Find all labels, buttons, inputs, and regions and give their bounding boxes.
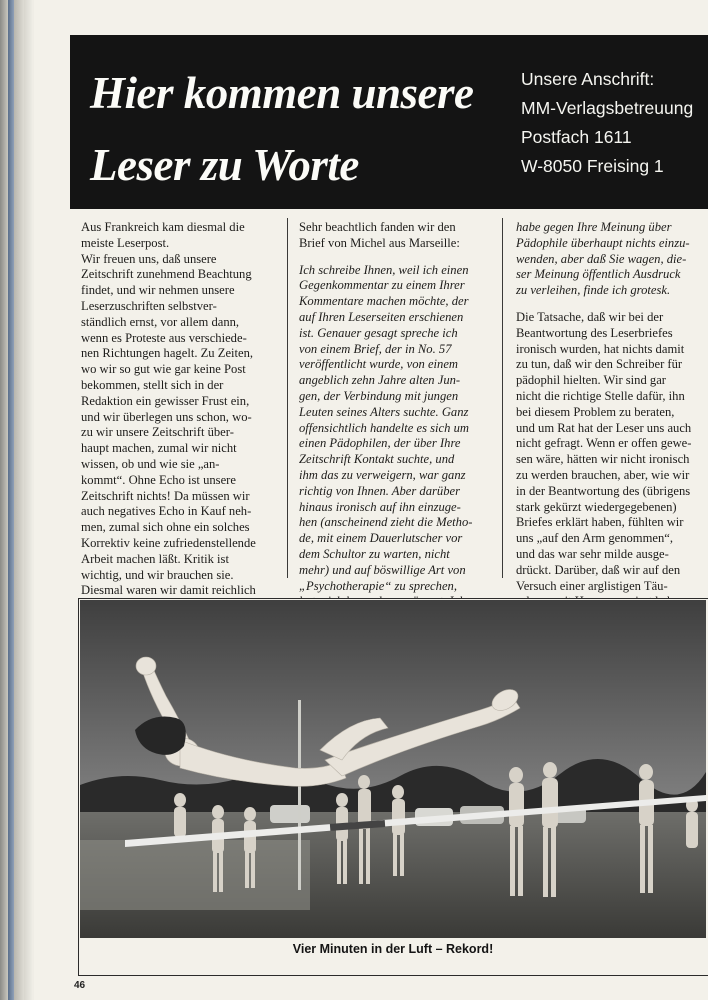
text-line: men, zumal sich ohne ein solches <box>81 520 250 535</box>
text-line: Gegenkommentar zu einem Ihrer <box>299 278 465 293</box>
text-line: Sehr beachtlich fanden wir den <box>299 220 456 234</box>
text-line: Die Tatsache, daß wir bei der <box>516 309 664 324</box>
column-divider <box>502 218 503 578</box>
page-number: 46 <box>74 980 86 991</box>
text-line: hinaus ironisch auf ihn einzuge- <box>299 499 461 514</box>
header-banner <box>70 35 708 209</box>
text-line: nen Richtungen hagelt. Zu Zeiten, <box>81 346 254 361</box>
text-line: wo wir so gut wie gar keine Post <box>81 362 246 377</box>
text-line: zu tun, daß wir den Schreiber für <box>516 357 683 372</box>
text-line: mehr) und auf böswillige Art von <box>299 562 466 577</box>
text-line: Leserzuschriften selbstver- <box>81 298 217 313</box>
text-line: Wir freuen uns, daß unsere <box>81 251 217 266</box>
text-line: angeblich zehn Jahre alten Jun- <box>299 373 461 388</box>
text-line: Versuch einer arglistigen Täu- <box>516 578 668 593</box>
text-line: wenden, aber daß Sie wagen, die- <box>516 251 687 266</box>
text-line: Aus Frankreich kam diesmal die <box>81 220 245 234</box>
text-line: habe gegen Ihre Meinung über <box>516 220 672 234</box>
text-line: nicht gefragt. Wenn er offen gewe- <box>516 436 692 451</box>
title-line: Leser zu Worte <box>90 140 359 190</box>
text-line: dem Schultor zu warten, nicht <box>299 546 450 561</box>
text-line: gen, der Verbindung mit jungen <box>299 388 459 403</box>
column-divider <box>287 218 288 578</box>
address-line: MM-Verlagsbetreuung <box>521 98 694 118</box>
text-line: bekommen, stellt sich in der <box>81 377 224 392</box>
text-line: bei diesem Problem zu beraten, <box>516 404 675 419</box>
text-line: haupt machen, zumal wir nicht <box>81 441 237 456</box>
magazine-edge <box>0 0 8 1000</box>
text-line: zu wir unsere Zeitschrift über- <box>81 425 234 440</box>
text-line: zu verleihen, finde ich grotesk. <box>516 283 671 298</box>
address-line: Postfach 1611 <box>521 127 632 147</box>
article-column-1 <box>81 220 277 615</box>
text-line: Diesmal waren wir damit reichlich <box>81 583 256 598</box>
title-line: Hier kommen unsere <box>90 68 474 118</box>
text-line: von einem Brief, der in No. 57 <box>299 341 452 356</box>
text-line: ironisch wurden, hat nichts damit <box>516 341 685 356</box>
magazine-edge <box>24 0 32 1000</box>
text-line: pädophil hielten. Wir sind gar <box>516 373 667 388</box>
text-line: und um Rat hat der Leser uns auch <box>516 420 692 435</box>
paragraph-gap <box>516 299 706 310</box>
text-line: kommt“. Ohne Echo ist unsere <box>81 472 236 487</box>
text-line: ser Meinung öffentlich Ausdruck <box>516 267 681 282</box>
text-line: ist. Genauer gesagt spreche ich <box>299 325 458 340</box>
text-line: auf Ihren Leserseiten erschienen <box>299 309 464 324</box>
text-line: offensichtlich handelte es sich um <box>299 420 469 435</box>
reader-letter-text <box>299 263 495 611</box>
article-column-2 <box>299 220 495 610</box>
text-line: Zeitschrift Kontakt suchte, und <box>299 452 455 467</box>
address-line: Unsere Anschrift: <box>521 69 655 89</box>
text-line: Briefes erklärt haben, fühlten wir <box>516 515 684 530</box>
page-title <box>90 57 510 201</box>
text-line: wichtig, und wir brauchen sie. <box>81 567 234 582</box>
text-line: Ich schreibe Ihnen, weil ich einen <box>299 262 469 277</box>
high-jump-photo <box>80 600 706 938</box>
text-line: Arbeit machen läßt. Kritik ist <box>81 551 229 566</box>
text-line: und das war sehr milde ausge- <box>516 546 669 561</box>
address-line: W-8050 Freising 1 <box>521 156 664 176</box>
text-line: Beantwortung des Leserbriefes <box>516 325 673 340</box>
text-line: einen Pädophilen, der über Ihre <box>299 436 461 451</box>
editorial-text <box>81 220 277 615</box>
text-line: ihm das zu verweigern, war ganz <box>299 467 466 482</box>
address-block <box>521 65 708 181</box>
text-line: uns „auf den Arm genommen“, <box>516 531 674 546</box>
reader-letter-text <box>516 220 706 299</box>
text-line: zu werden brauchen, aber, wie wir <box>516 467 690 482</box>
text-line: Redaktion ein gewisser Frust ein, <box>81 393 250 408</box>
text-line: „Psychotherapie“ zu sprechen, <box>299 578 457 593</box>
text-line: auch negatives Echo in Kauf neh- <box>81 504 252 519</box>
text-line: ständlich ernst, vor allem dann, <box>81 314 240 329</box>
photo-caption: Vier Minuten in der Luft – Rekord! <box>292 942 494 956</box>
text-line: wenn es Proteste aus verschiede- <box>81 330 247 345</box>
text-line: Brief von Michel aus Marseille: <box>299 235 460 250</box>
text-line: Zeitschrift nichts! Da müssen wir <box>81 488 250 503</box>
magazine-edge <box>14 0 24 1000</box>
text-line: wissen, ob und wie sie „an- <box>81 456 220 471</box>
editorial-reply-text <box>516 310 706 610</box>
text-line: nicht die richtige Stelle dafür, ihn <box>516 388 685 403</box>
text-line: veröffentlicht wurde, von einem <box>299 357 459 372</box>
text-line: Kommentare machen möchte, der <box>299 294 469 309</box>
text-line: sen wäre, hätten wir nicht ironisch <box>516 452 690 467</box>
intro-text <box>299 220 495 252</box>
text-line: und wir überlegen uns schon, wo- <box>81 409 252 424</box>
text-line: hen (anscheinend zieht die Metho- <box>299 515 473 530</box>
text-line: findet, und wir nehmen unsere <box>81 283 235 298</box>
text-line: drückt. Darüber, daß wir auf den <box>516 562 681 577</box>
text-line: Korrektiv keine zufriedenstellende <box>81 535 256 550</box>
text-line: de, mit einem Dauerlutscher vor <box>299 531 463 546</box>
text-line: in der Beantwortung des (übrigens <box>516 483 691 498</box>
text-line: stark gekürzt wiedergegebenen) <box>516 499 677 514</box>
text-line: Leuten seines Alters suchte. Ganz <box>299 404 469 419</box>
text-line: richtig von Ihnen. Aber darüber <box>299 483 461 498</box>
text-line: meiste Leserpost. <box>81 235 170 250</box>
text-line: Zeitschrift zunehmend Beachtung <box>81 267 252 282</box>
paragraph-gap <box>299 252 495 263</box>
photo-illustration <box>80 600 706 938</box>
text-line: Pädophile überhaupt nichts einzu- <box>516 235 690 250</box>
article-column-3 <box>516 220 706 610</box>
